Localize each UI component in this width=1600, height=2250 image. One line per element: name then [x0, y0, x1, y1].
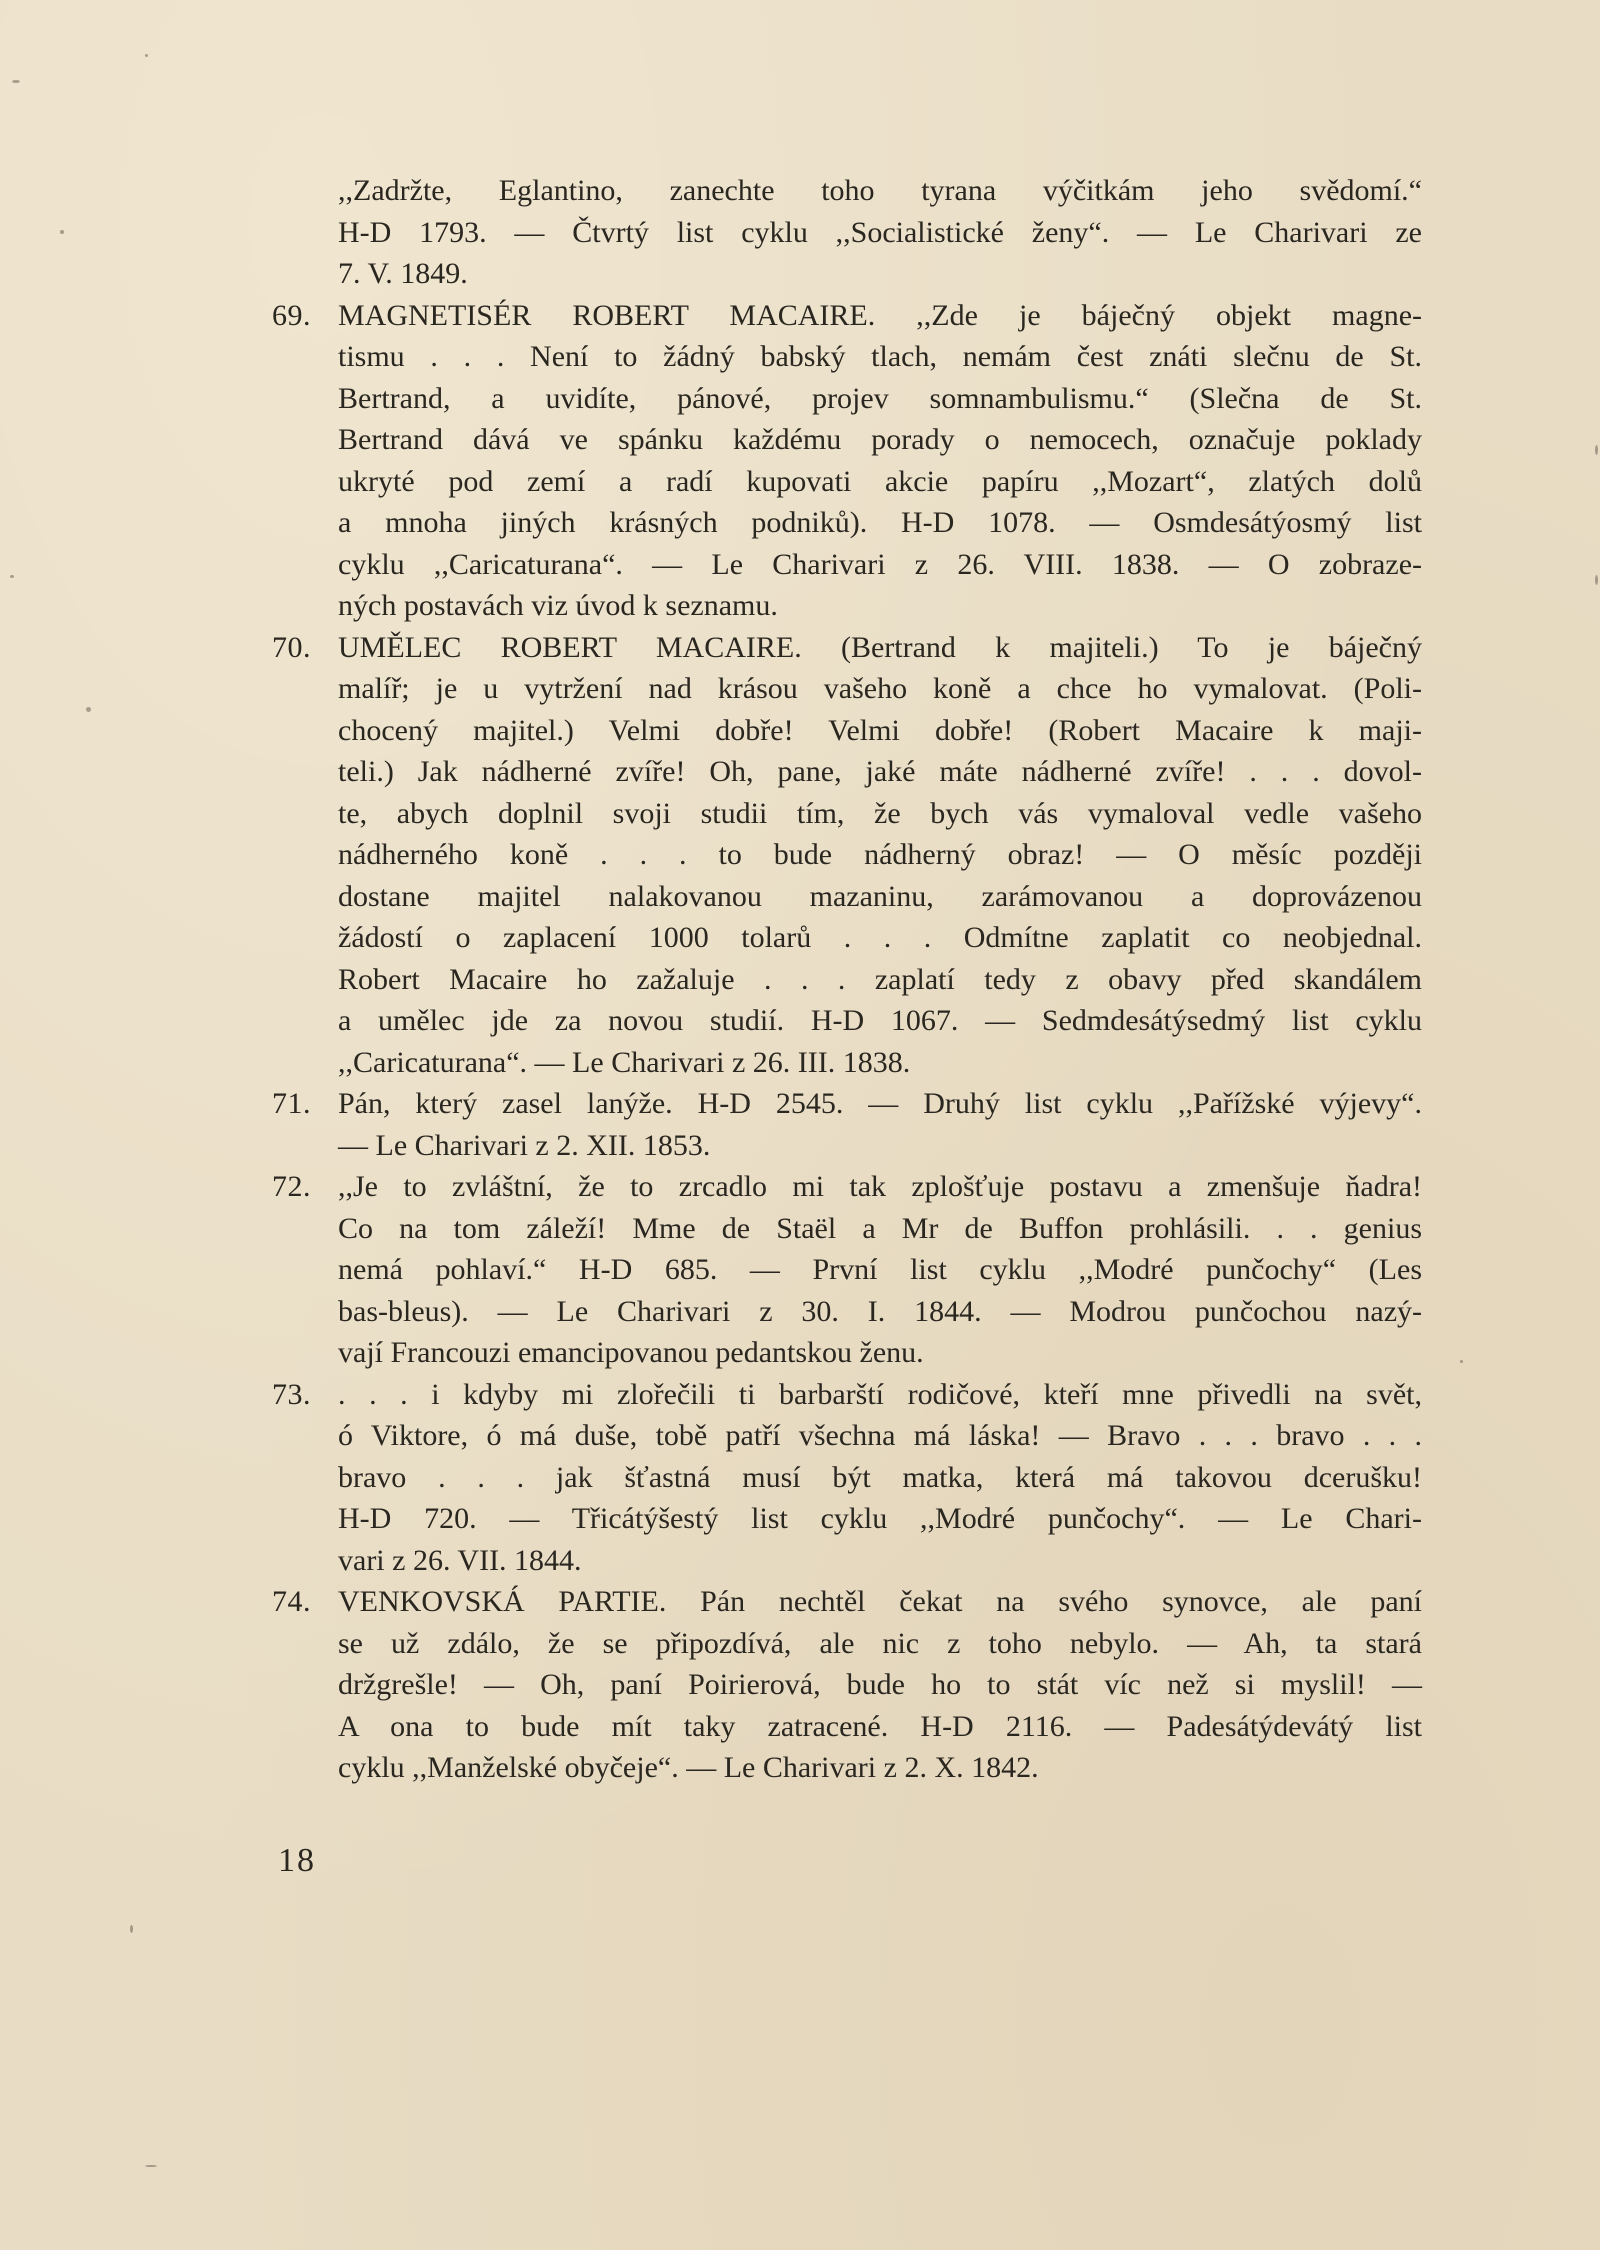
paper-speck: [145, 54, 148, 57]
text-line: teli.) Jak nádherné zvíře! Oh, pane, jaké máte nádherné zvíře! . . . dovol-: [338, 755, 1422, 788]
paper-speck: [1595, 445, 1598, 455]
entry-body: [338, 170, 1422, 295]
text-line: te, abych doplnil svoji studii tím, že bych vás vymaloval vedle vašeho: [338, 796, 1422, 830]
entry-body: [338, 1166, 1422, 1374]
text-line: a mnoha jiných krásných podniků). H-D 1078. — Osmdesátýosmý list: [338, 506, 1422, 539]
paper-speck: [10, 575, 14, 578]
entry-body: [338, 295, 1422, 627]
text-line: ,,Je to zvláštní, že to zrcadlo mi tak zplošťuje postavu a zmenšuje ňadra!: [338, 1170, 1422, 1203]
entry-body: [338, 1374, 1422, 1582]
text-line: A ona to bude mít taky zatracené. H-D 2116. — Padesátýdevátý list: [338, 1709, 1422, 1743]
text-line: H-D 720. — Třicátýšestý list cyklu ,,Modré punčochy“. — Le Chari-: [338, 1502, 1422, 1535]
entry-68-continuation: [272, 170, 1422, 295]
paper-speck: [1595, 575, 1598, 585]
entry-70: [272, 627, 1422, 1084]
entry-number: 69.: [272, 298, 311, 332]
entry-74: [272, 1581, 1422, 1789]
text-line: Bertrand, a uvidíte, pánové, projev somnambulismu.“ (Slečna de St.: [338, 381, 1422, 415]
text-line: UMĚLEC ROBERT MACAIRE. (Bertrand k majiteli.) To je báječný: [338, 630, 1422, 664]
text-line: žádostí o zaplacení 1000 tolarů . . . Odmítne zaplatit co neobjednal.: [338, 921, 1422, 954]
text-line: ukryté pod zemí a radí kupovati akcie papíru ,,Mozart“, zlatých dolů: [338, 464, 1422, 498]
text-line: chocený majitel.) Velmi dobře! Velmi dobře! (Robert Macaire k maji-: [338, 713, 1422, 747]
text-line: nemá pohlaví.“ H-D 685. — První list cyklu ,,Modré punčochy“ (Les: [338, 1253, 1422, 1286]
entry-73: [272, 1374, 1422, 1582]
text-line: nádherného koně . . . to bude nádherný obraz! — O měsíc později: [338, 838, 1422, 871]
catalog-text: [272, 170, 1422, 1789]
text-line: malíř; je u vytržení nad krásou vašeho koně a chce ho vymalovat. (Poli-: [338, 672, 1422, 705]
text-line: 7. V. 1849.: [338, 257, 468, 290]
paper-speck: [1460, 1360, 1463, 1363]
paper-speck: [145, 2165, 157, 2167]
entry-body: [338, 1581, 1422, 1789]
entry-number: 74.: [272, 1585, 311, 1618]
text-line: Robert Macaire ho zažaluje . . . zaplatí tedy z obavy před skandálem: [338, 962, 1422, 996]
entry-body: [338, 627, 1422, 1084]
text-line: dostane majitel nalakovanou mazaninu, zarámovanou a doprovázenou: [338, 879, 1422, 913]
text-line: bas-bleus). — Le Charivari z 30. I. 1844. — Modrou punčochou nazý-: [338, 1294, 1422, 1328]
text-line: držgrešle! — Oh, paní Poirierová, bude ho to stát víc než si myslil! —: [338, 1668, 1422, 1701]
text-line: . . . i kdyby mi zlořečili ti barbarští rodičové, kteří mne přivedli na svět,: [338, 1377, 1422, 1411]
entry-72: [272, 1166, 1422, 1374]
paper-speck: [12, 80, 20, 83]
text-line: vari z 26. VII. 1844.: [338, 1543, 582, 1577]
text-line: ,,Caricaturana“. — Le Charivari z 26. III. 1838.: [338, 1045, 911, 1079]
text-line: MAGNETISÉR ROBERT MACAIRE. ,,Zde je báječný objekt magne-: [338, 298, 1422, 332]
entry-71: [272, 1083, 1422, 1166]
entry-69: [272, 295, 1422, 627]
entry-number: 71.: [272, 1087, 311, 1120]
page-number: 18: [278, 1842, 316, 1879]
text-line: bravo . . . jak šťastná musí být matka, která má takovou dcerušku!: [338, 1460, 1422, 1494]
text-line: ,,Zadržte, Eglantino, zanechte toho tyrana výčitkám jeho svědomí.“: [338, 174, 1422, 207]
text-line: VENKOVSKÁ PARTIE. Pán nechtěl čekat na svého synovce, ale paní: [338, 1585, 1422, 1618]
text-line: se už zdálo, že se připozdívá, ale nic z toho nebylo. — Ah, ta stará: [338, 1626, 1422, 1660]
text-line: cyklu ,,Caricaturana“. — Le Charivari z 26. VIII. 1838. — O zobraze-: [338, 547, 1422, 581]
entry-number: 70.: [272, 630, 311, 664]
text-line: Bertrand dává ve spánku každému porady o nemocech, označuje poklady: [338, 423, 1422, 456]
paper-speck: [60, 230, 64, 234]
text-line: vají Francouzi emancipovanou pedantskou ženu.: [338, 1336, 924, 1369]
entry-number: 73.: [272, 1377, 311, 1411]
paper-speck: [86, 707, 91, 712]
text-line: a umělec jde za novou studií. H-D 1067. — Sedmdesátýsedmý list cyklu: [338, 1004, 1422, 1037]
text-line: ných postavách viz úvod k seznamu.: [338, 589, 778, 622]
entry-number: 72.: [272, 1170, 311, 1203]
paper-speck: [130, 1925, 133, 1933]
text-line: Co na tom záleží! Mme de Staël a Mr de Buffon prohlásili. . . genius: [338, 1211, 1422, 1245]
text-line: — Le Charivari z 2. XII. 1853.: [338, 1128, 711, 1162]
entry-body: [338, 1083, 1422, 1166]
text-line: H-D 1793. — Čtvrtý list cyklu ,,Socialistické ženy“. — Le Charivari ze: [338, 215, 1422, 249]
text-line: cyklu ,,Manželské obyčeje“. — Le Charivari z 2. X. 1842.: [338, 1751, 1039, 1784]
text-line: ó Viktore, ó má duše, tobě patří všechna má láska! — Bravo . . . bravo . . .: [338, 1419, 1422, 1452]
text-line: Pán, který zasel lanýže. H-D 2545. — Druhý list cyklu ,,Pařížské výjevy“.: [338, 1087, 1422, 1120]
text-line: tismu . . . Není to žádný babský tlach, nemám čest znáti slečnu de St.: [338, 340, 1422, 373]
